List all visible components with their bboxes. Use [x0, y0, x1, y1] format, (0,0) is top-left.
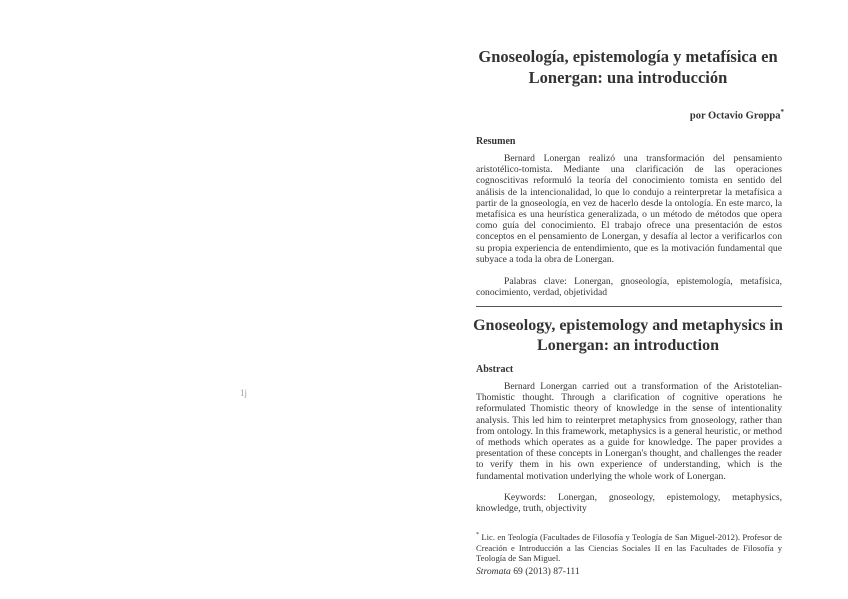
keywords: Keywords: Lonergan, gnoseology, epistemology, metaphysics, knowledge, truth, objectivity [476, 492, 782, 515]
article-first-page [472, 0, 784, 599]
resumen-text: Bernard Lonergan realizó una transformación del pensamiento aristotélico-tomista. Mediante una clarificación de las operaciones cognoscitivas reformuló la teoría del conocimiento tomista en sentido del análisis de la intencionalidad, lo que lo condujo a reinterpretar la metafísica a partir de la gnoseología, en vez de hacerlo desde la ontología. En este marco, la metafísica es una heurística generalizada, o un método de métodos que opera como guía del conocimiento. El trabajo ofrece una presentación de estos conceptos en el pensamiento de Lonergan, y desafía al lector a verificarlos con su propia experiencia de entendimiento, que es la motivación fundamental que subyace a toda la obra de Lonergan. [476, 153, 782, 265]
abstract-text: Bernard Lonergan carried out a transformation of the Aristotelian-Thomistic thought. Through a clarification of cognitive operations he reformulated Thomistic theory of knowledge in the sense of intentionality analysis. This led him to reinterpret metaphysics from gnoseology, rather than from ontology. In this framework, metaphysics is a general heuristic, or method of methods which operates as a guide for knowledge. The paper provides a presentation of these concepts in Lonergan's thought, and challenges the reader to verify them in his own experience of understanding, which is the fundamental motivation underlying the whole work of Lonergan. [476, 381, 782, 482]
resumen-heading: Resumen [476, 136, 516, 147]
author-line [690, 108, 784, 122]
left-page-mark: 1j [240, 388, 248, 398]
author-name: por Octavio Groppa [689, 110, 781, 122]
footnote-text: Lic. en Teología (Facultades de Filosofía y Teología de San Miguel-2012). Profesor de Creación e Introducción a las Ciencias Sociales II en las Facultades de Filosofía y Teología de San Miguel. [476, 531, 782, 564]
section-divider [476, 306, 782, 307]
abstract-heading: Abstract [476, 364, 514, 375]
journal-citation [476, 566, 580, 577]
footnote-marker: * [476, 532, 479, 538]
journal-details: 69 (2013) 87-111 [513, 566, 580, 577]
journal-name: Stromata [476, 566, 511, 577]
author-footnote-marker: * [780, 108, 784, 116]
spanish-title: Gnoseología, epistemología y metafísica en Lonergan: una introducción [478, 47, 778, 87]
palabras-clave: Palabras clave: Lonergan, gnoseología, epistemología, metafísica, conocimiento, verdad, objetividad [476, 276, 782, 299]
author-footnote [476, 530, 782, 564]
english-title: Gnoseology, epistemology and metaphysics in Lonergan: an introduction [473, 317, 783, 354]
